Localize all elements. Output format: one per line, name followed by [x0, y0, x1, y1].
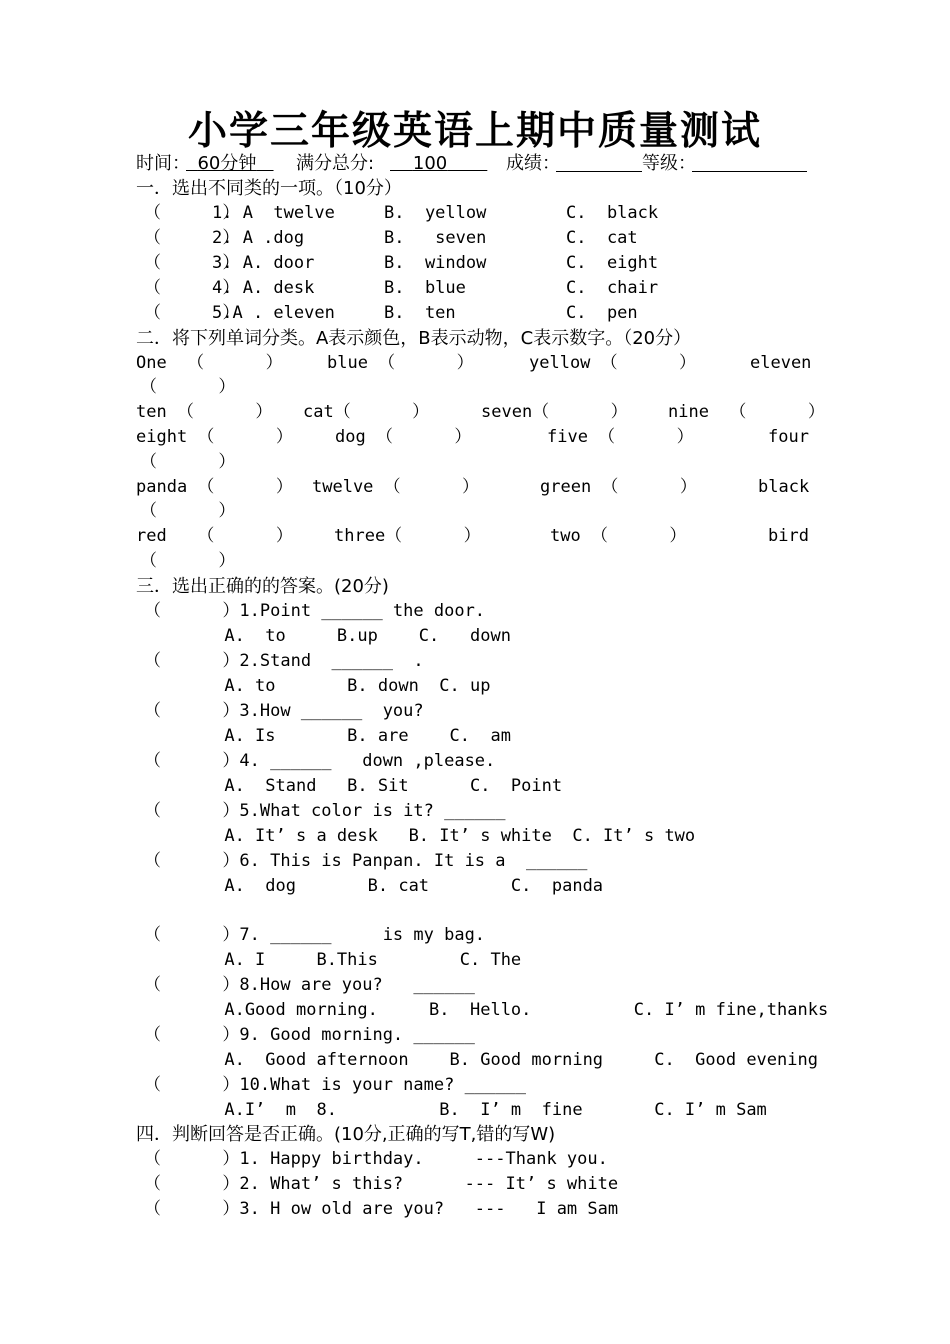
list-item: red （ ） three（ ） two （ ） bird	[136, 526, 809, 546]
answer-paren[interactable]: （ ）	[144, 203, 240, 223]
list-item: （ ）	[140, 377, 236, 397]
list-item: （ ）	[140, 501, 236, 521]
section-1-heading: 一．选出不同类的一项。（10分）	[136, 178, 402, 199]
list-item: One （ ） blue （ ） yellow （ ） eleven	[136, 353, 812, 373]
list-item: （ ） 4. A. desk B. blue C. chair	[0, 276, 950, 301]
list-item: （ ）6. This is Panpan. It is a ______	[144, 851, 588, 871]
list-item: （ ）4. ______ down ,please.	[144, 751, 496, 771]
list-item: （ ）2. What’ s this? --- It’ s white	[144, 1174, 619, 1194]
list-item: A. Stand B. Sit C. Point	[122, 776, 563, 796]
list-item: （ ） 1. A twelve B. yellow C. black	[0, 201, 950, 226]
list-item: panda （ ） twelve （ ） green （ ） black	[136, 477, 810, 497]
grade-label: 等级：	[642, 153, 696, 174]
list-item: （ ）2.Stand ______ .	[144, 651, 424, 671]
list-item: （ ）7. ______ is my bag.	[144, 925, 486, 945]
list-item: （ ）1. Happy birthday. ---Thank you.	[144, 1149, 608, 1169]
time-label: 时间：	[136, 153, 190, 174]
list-item: （ ）10.What is your name? ______	[144, 1075, 526, 1095]
list-item: A. to B.up C. down	[122, 626, 511, 646]
list-item: A.I’ m 8. B. I’ m fine C. I’ m Sam	[122, 1100, 767, 1120]
section-3-heading: 三．选出正确的的答案。(20分)	[136, 576, 389, 597]
list-item: ten （ ） cat（ ） seven（ ） nine （ ）	[136, 402, 825, 422]
list-item: A. It’ s a desk B. It’ s white C. It’ s two	[122, 826, 696, 846]
list-item: A. Good afternoon B. Good morning C. Good evening	[122, 1050, 818, 1070]
list-item: （ ）9. Good morning. ______	[144, 1025, 475, 1045]
grade-blank[interactable]	[692, 153, 807, 172]
list-item: （ ）	[140, 551, 236, 571]
list-item: A. Is B. are C. am	[122, 726, 511, 746]
list-item: （ ）3. H ow old are you? --- I am Sam	[144, 1199, 619, 1219]
list-item: （ ）5.What color is it? ______	[144, 801, 506, 821]
full-score-label: 满分总分:	[296, 153, 375, 174]
list-item: A.Good morning. B. Hello. C. I’ m fine,thanks	[122, 1000, 829, 1020]
score-blank[interactable]	[556, 153, 642, 172]
list-item: A. I B.This C. The	[122, 950, 522, 970]
list-item: （ ）1.Point ______ the door.	[144, 601, 486, 621]
full-score-value: 100	[412, 153, 448, 174]
list-item: A. dog B. cat C. panda	[122, 876, 604, 896]
page-title: 小学三年级英语上期中质量测试	[187, 108, 762, 154]
time-value: 60分钟	[197, 153, 257, 174]
answer-paren[interactable]: （ ）	[144, 303, 240, 323]
section-4-heading: 四．判断回答是否正确。(10分,正确的写T,错的写W)	[136, 1124, 556, 1145]
list-item: （ ）8.How are you? ______	[144, 975, 475, 995]
list-item: （ ） 3. A. door B. window C. eight	[0, 251, 950, 276]
answer-paren[interactable]: （ ）	[144, 278, 240, 298]
answer-paren[interactable]: （ ）	[144, 253, 240, 273]
section-2-heading: 二．将下列单词分类。A表示颜色，B表示动物，C表示数字。（20分）	[136, 328, 692, 349]
list-item: （ ）3.How ______ you?	[144, 701, 424, 721]
list-item: （ ） 5.A . eleven B. ten C. pen	[0, 301, 950, 326]
list-item: （ ）	[140, 452, 236, 472]
exam-info-line	[0, 151, 950, 176]
list-item: （ ） 2. A .dog B. seven C. cat	[0, 226, 950, 251]
score-label: 成绩：	[506, 153, 560, 174]
list-item: eight （ ） dog （ ） five （ ） four	[136, 427, 809, 447]
list-item: A. to B. down C. up	[122, 676, 491, 696]
answer-paren[interactable]: （ ）	[144, 228, 240, 248]
